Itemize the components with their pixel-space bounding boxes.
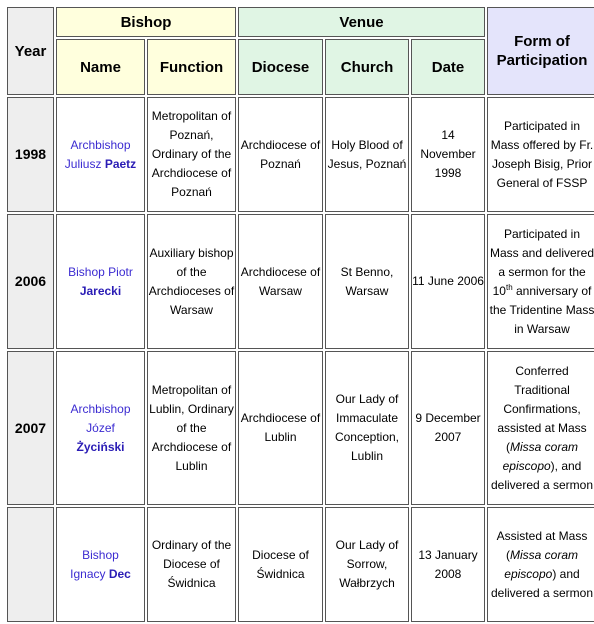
form-text-b: anniversary of the Tridentine Mass in Warsaw [489, 283, 594, 336]
function-cell: Metropolitan of Poznań, Ordinary of the Archdiocese of Poznań [147, 97, 236, 212]
name-header: Name [56, 39, 145, 95]
function-cell: Ordinary of the Diocese of Świdnica [147, 507, 236, 622]
diocese-cell: Diocese of Świdnica [238, 507, 323, 622]
form-text-a: Participated in Mass and delivered a sermon for the 10 [489, 226, 594, 298]
form-header-line2: Participation [496, 52, 588, 69]
form-text-a: Assisted at Mass ( [496, 528, 588, 562]
name-title: Archbishop [70, 401, 131, 416]
name-surname: Paetz [104, 156, 137, 171]
church-cell: Holy Blood of Jesus, Poznań [325, 97, 409, 212]
year-cell: 1998 [7, 97, 54, 212]
diocese-header: Diocese [238, 39, 323, 95]
bishop-name-cell[interactable] [56, 214, 145, 349]
form-superscript: th [505, 282, 513, 292]
diocese-cell: Archdiocese of Poznań [238, 97, 323, 212]
church-cell: Our Lady of Sorrow, Wałbrzych [325, 507, 409, 622]
name-given: Józef [86, 420, 115, 435]
church-cell: Our Lady of Immaculate Conception, Lublin [325, 351, 409, 505]
church-cell: St Benno, Warsaw [325, 214, 409, 349]
name-given: Piotr [108, 264, 133, 279]
name-given: Juliusz [64, 156, 102, 171]
date-cell: 13 January 2008 [411, 507, 485, 622]
diocese-cell: Archdiocese of Lublin [238, 351, 323, 505]
function-cell: Auxiliary bishop of the Archdioceses of Warsaw [147, 214, 236, 349]
table-row [7, 97, 594, 212]
year-cell: 2007 [7, 351, 54, 505]
form-cell: Participated in Mass offered by Fr. Joseph Bisig, Prior General of FSSP [487, 97, 594, 212]
name-surname: Jarecki [79, 283, 122, 298]
form-cell [487, 214, 594, 349]
date-cell: 14 November 1998 [411, 97, 485, 212]
form-text-b: ) and delivered a sermon [490, 566, 594, 600]
table-row [7, 214, 594, 349]
name-surname: Życiński [76, 439, 125, 454]
date-cell: 11 June 2006 [411, 214, 485, 349]
table-row [7, 507, 594, 622]
year-cell [7, 507, 54, 622]
bishop-name-cell[interactable] [56, 97, 145, 212]
bishop-header: Bishop [56, 7, 236, 37]
form-italic: Missa coram episcopo [504, 547, 578, 581]
form-cell [487, 351, 594, 505]
bishop-name-cell[interactable] [56, 351, 145, 505]
name-title: Bishop [68, 264, 105, 279]
function-header: Function [147, 39, 236, 95]
form-italic: Missa coram episcopo [502, 439, 578, 473]
form-header-line1: Form of [514, 33, 570, 50]
form-text-b: ), and delivered a sermon [490, 458, 594, 492]
participation-table [5, 5, 594, 624]
form-text-a: Conferred Traditional Confirmations, assisted at Mass ( [497, 363, 587, 454]
year-cell: 2006 [7, 214, 54, 349]
form-of-participation-header [487, 7, 594, 95]
year-header: Year [7, 7, 54, 95]
diocese-cell: Archdiocese of Warsaw [238, 214, 323, 349]
bishop-name-cell[interactable] [56, 507, 145, 622]
venue-header: Venue [238, 7, 485, 37]
church-header: Church [325, 39, 409, 95]
function-cell: Metropolitan of Lublin, Ordinary of the Archdiocese of Lublin [147, 351, 236, 505]
table-row [7, 351, 594, 505]
date-cell: 9 December 2007 [411, 351, 485, 505]
name-title: Archbishop [70, 137, 131, 152]
date-header: Date [411, 39, 485, 95]
name-surname: Dec [108, 566, 131, 581]
name-given: Ignacy [70, 566, 106, 581]
name-title: Bishop [82, 547, 119, 562]
form-cell [487, 507, 594, 622]
